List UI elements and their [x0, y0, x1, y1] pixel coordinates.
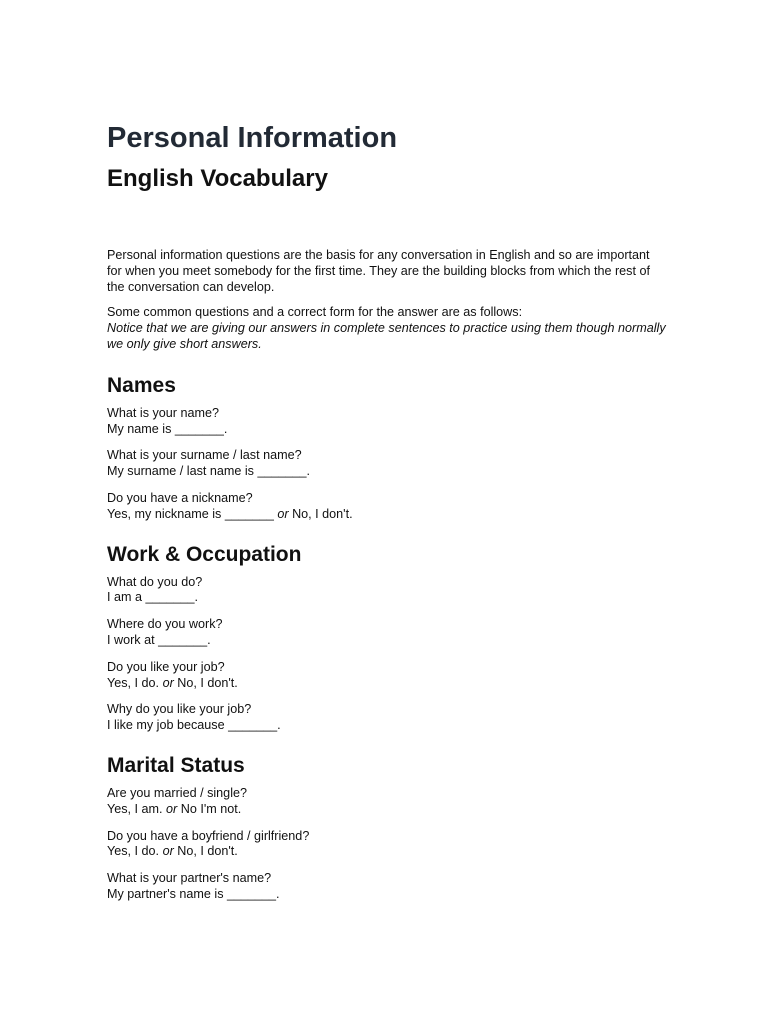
- question-text: Where do you work?: [107, 617, 223, 632]
- answer-alt-text: No I'm not.: [180, 801, 242, 816]
- qa-item: [107, 491, 667, 523]
- intro-note: Notice that we are giving our answers in complete sentences to practice using them though normally we only give short answers.: [107, 321, 666, 351]
- qa-item: [107, 575, 667, 607]
- answer-alt-text: No, I don't.: [177, 675, 238, 690]
- document-page: [107, 118, 667, 903]
- answer-alt-text: No, I don't.: [177, 844, 238, 859]
- or-connector: or: [162, 675, 174, 690]
- page-subtitle: English Vocabulary: [107, 165, 328, 192]
- answer-text: Yes, I am.: [107, 801, 163, 816]
- answer-text: Yes, I do.: [107, 675, 160, 690]
- qa-item: [107, 829, 667, 861]
- answer-text: Yes, my nickname is _______: [107, 506, 274, 521]
- question-text: Are you married / single?: [107, 785, 247, 800]
- question-text: Why do you like your job?: [107, 702, 252, 717]
- answer-line: [107, 802, 667, 818]
- qa-item: [107, 406, 667, 438]
- or-connector: or: [277, 506, 289, 521]
- or-connector: or: [166, 801, 178, 816]
- answer-text: I work at _______.: [107, 632, 211, 647]
- or-connector: or: [162, 844, 174, 859]
- page-title: Personal Information: [107, 122, 398, 154]
- answer-line: [107, 507, 667, 523]
- section-heading-marital-status: Marital Status: [107, 753, 245, 777]
- question-text: Do you have a boyfriend / girlfriend?: [107, 828, 310, 843]
- question-text: Do you like your job?: [107, 659, 225, 674]
- answer-text: My name is _______.: [107, 421, 228, 436]
- question-text: What is your name?: [107, 405, 219, 420]
- intro-lead-in-text: Some common questions and a correct form for the answer are as follows:: [107, 305, 523, 320]
- answer-text: My partner's name is _______.: [107, 886, 280, 901]
- qa-item: [107, 617, 667, 649]
- question-text: What is your partner's name?: [107, 871, 272, 886]
- answer-line: [107, 676, 667, 692]
- qa-item: [107, 448, 667, 480]
- answer-line: [107, 844, 667, 860]
- answer-alt-text: No, I don't.: [292, 506, 353, 521]
- qa-item: [107, 660, 667, 692]
- answer-text: I am a _______.: [107, 590, 199, 605]
- intro-lead-in: [107, 305, 667, 352]
- section-heading-names: Names: [107, 373, 176, 397]
- answer-text: Yes, I do.: [107, 844, 160, 859]
- qa-item: [107, 702, 667, 734]
- question-text: What is your surname / last name?: [107, 448, 302, 463]
- section-heading-work-occupation: Work & Occupation: [107, 542, 302, 566]
- question-text: What do you do?: [107, 574, 203, 589]
- answer-text: My surname / last name is _______.: [107, 464, 311, 479]
- answer-text: I like my job because _______.: [107, 718, 281, 733]
- intro-paragraph: Personal information questions are the basis for any conversation in English and so are important for when you meet somebody for the first time. They are the building blocks from which the rest of the conversation can develop.: [107, 248, 650, 294]
- qa-item: [107, 786, 667, 818]
- qa-item: [107, 871, 667, 903]
- question-text: Do you have a nickname?: [107, 490, 253, 505]
